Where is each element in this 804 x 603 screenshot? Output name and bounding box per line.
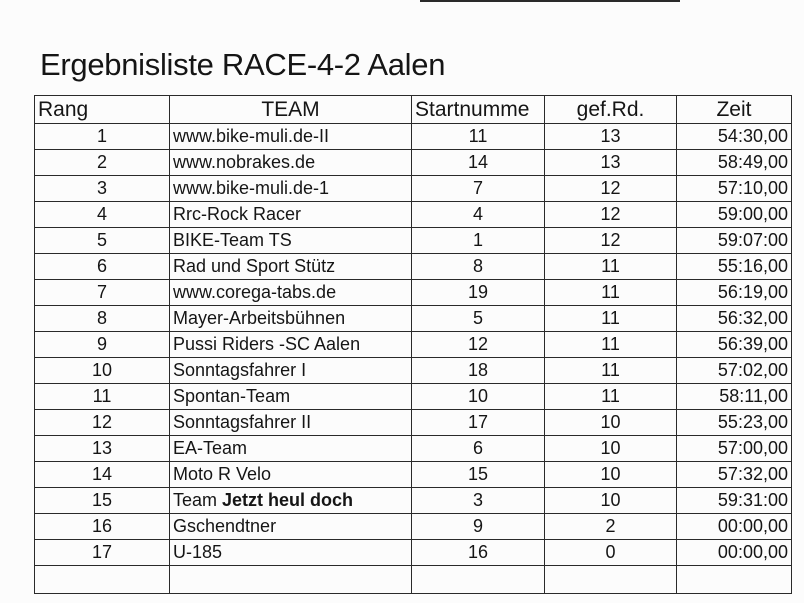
table-row <box>35 488 792 514</box>
empty-cell <box>545 566 677 594</box>
cell-team <box>170 176 412 202</box>
cell-runden: 2 <box>545 514 677 540</box>
cell-rang: 12 <box>35 410 170 436</box>
cell-zeit: 57:32,00 <box>677 462 792 488</box>
table-row <box>35 332 792 358</box>
page-title: Ergebnisliste RACE-4-2 Aalen <box>40 46 446 82</box>
cell-rang: 11 <box>35 384 170 410</box>
cell-runden: 12 <box>545 228 677 254</box>
cell-rang: 14 <box>35 462 170 488</box>
cell-zeit: 58:49,00 <box>677 150 792 176</box>
cell-zeit: 56:39,00 <box>677 332 792 358</box>
cell-startnummer: 7 <box>412 176 545 202</box>
table-row <box>35 514 792 540</box>
cell-runden: 11 <box>545 280 677 306</box>
cell-rang: 17 <box>35 540 170 566</box>
cell-runden: 13 <box>545 124 677 150</box>
cell-zeit: 56:19,00 <box>677 280 792 306</box>
team-name: BIKE-Team TS <box>173 230 292 250</box>
cell-startnummer: 14 <box>412 150 545 176</box>
column-header-startnummer: Startnumme <box>412 96 545 124</box>
cell-rang: 8 <box>35 306 170 332</box>
cell-zeit: 59:07:00 <box>677 228 792 254</box>
cell-zeit: 58:11,00 <box>677 384 792 410</box>
cell-startnummer: 1 <box>412 228 545 254</box>
cell-runden: 12 <box>545 176 677 202</box>
cell-zeit: 55:16,00 <box>677 254 792 280</box>
cell-team <box>170 332 412 358</box>
team-name: EA-Team <box>173 438 248 458</box>
table-row <box>35 254 792 280</box>
cell-startnummer: 16 <box>412 540 545 566</box>
cell-team <box>170 124 412 150</box>
cell-startnummer: 12 <box>412 332 545 358</box>
table-row <box>35 358 792 384</box>
cell-zeit: 54:30,00 <box>677 124 792 150</box>
cell-startnummer: 6 <box>412 436 545 462</box>
cell-team <box>170 358 412 384</box>
cell-runden: 10 <box>545 488 677 514</box>
empty-cell <box>677 566 792 594</box>
header-row <box>35 96 792 124</box>
cell-team <box>170 462 412 488</box>
cell-runden: 11 <box>545 332 677 358</box>
results-table <box>34 95 792 594</box>
cell-zeit: 59:00,00 <box>677 202 792 228</box>
cell-runden: 12 <box>545 202 677 228</box>
cell-runden: 10 <box>545 436 677 462</box>
team-name: Team <box>173 490 223 510</box>
team-name: www.nobrakes.de <box>173 152 316 172</box>
cell-startnummer: 15 <box>412 462 545 488</box>
team-name: www.corega-tabs.de <box>173 282 337 302</box>
cell-team <box>170 436 412 462</box>
cell-team <box>170 228 412 254</box>
cell-rang: 15 <box>35 488 170 514</box>
table-row <box>35 436 792 462</box>
cell-rang: 16 <box>35 514 170 540</box>
cell-runden: 11 <box>545 384 677 410</box>
team-name: Sonntagsfahrer II <box>173 412 312 432</box>
cell-startnummer: 17 <box>412 410 545 436</box>
cell-startnummer: 4 <box>412 202 545 228</box>
table-row <box>35 306 792 332</box>
column-header-runden: gef.Rd. <box>545 96 677 124</box>
cell-team <box>170 488 412 514</box>
cell-runden: 13 <box>545 150 677 176</box>
table-row <box>35 228 792 254</box>
cell-startnummer: 9 <box>412 514 545 540</box>
cell-team <box>170 384 412 410</box>
cell-rang: 1 <box>35 124 170 150</box>
team-name: Rad und Sport Stütz <box>173 256 336 276</box>
cell-startnummer: 8 <box>412 254 545 280</box>
cell-team <box>170 410 412 436</box>
team-name: www.bike-muli.de-II <box>173 126 330 146</box>
cell-zeit: 00:00,00 <box>677 540 792 566</box>
team-name: Moto R Velo <box>173 464 272 484</box>
cell-zeit: 57:10,00 <box>677 176 792 202</box>
column-header-zeit: Zeit <box>677 96 792 124</box>
cell-runden: 11 <box>545 306 677 332</box>
cell-rang: 9 <box>35 332 170 358</box>
table-row <box>35 124 792 150</box>
table-row <box>35 410 792 436</box>
cell-startnummer: 18 <box>412 358 545 384</box>
table-row <box>35 280 792 306</box>
cell-startnummer: 10 <box>412 384 545 410</box>
cell-zeit: 55:23,00 <box>677 410 792 436</box>
team-name: Mayer-Arbeitsbühnen <box>173 308 346 328</box>
cell-rang: 2 <box>35 150 170 176</box>
cell-team <box>170 540 412 566</box>
team-name: www.bike-muli.de-1 <box>173 178 330 198</box>
cell-rang: 7 <box>35 280 170 306</box>
empty-cell <box>35 566 170 594</box>
cell-zeit: 57:00,00 <box>677 436 792 462</box>
cell-zeit: 57:02,00 <box>677 358 792 384</box>
cell-team <box>170 202 412 228</box>
empty-cell <box>412 566 545 594</box>
empty-table-row <box>35 566 792 594</box>
column-header-team: TEAM <box>170 96 412 124</box>
cell-rang: 6 <box>35 254 170 280</box>
cell-startnummer: 3 <box>412 488 545 514</box>
table-row <box>35 384 792 410</box>
cell-zeit: 56:32,00 <box>677 306 792 332</box>
cell-startnummer: 11 <box>412 124 545 150</box>
table-row <box>35 202 792 228</box>
cell-rang: 3 <box>35 176 170 202</box>
cell-startnummer: 5 <box>412 306 545 332</box>
empty-cell <box>170 566 412 594</box>
column-header-rang: Rang <box>35 96 170 124</box>
cell-rang: 4 <box>35 202 170 228</box>
cell-runden: 10 <box>545 462 677 488</box>
cell-zeit: 00:00,00 <box>677 514 792 540</box>
top-edge-line <box>420 0 680 2</box>
team-name: Sonntagsfahrer I <box>173 360 307 380</box>
cell-runden: 0 <box>545 540 677 566</box>
team-name-bold: Jetzt heul doch <box>222 490 354 510</box>
table-row <box>35 150 792 176</box>
table-row <box>35 176 792 202</box>
team-name: U-185 <box>173 542 223 562</box>
results-body <box>35 124 792 594</box>
team-name: Rrc-Rock Racer <box>173 204 302 224</box>
cell-startnummer: 19 <box>412 280 545 306</box>
team-name: Gschendtner <box>173 516 277 536</box>
team-name: Spontan-Team <box>173 386 291 406</box>
cell-runden: 11 <box>545 358 677 384</box>
cell-runden: 11 <box>545 254 677 280</box>
cell-team <box>170 150 412 176</box>
cell-team <box>170 280 412 306</box>
cell-team <box>170 306 412 332</box>
cell-team <box>170 254 412 280</box>
cell-runden: 10 <box>545 410 677 436</box>
cell-team <box>170 514 412 540</box>
cell-zeit: 59:31:00 <box>677 488 792 514</box>
team-name: Pussi Riders -SC Aalen <box>173 334 361 354</box>
cell-rang: 5 <box>35 228 170 254</box>
table-row <box>35 540 792 566</box>
table-row <box>35 462 792 488</box>
cell-rang: 10 <box>35 358 170 384</box>
cell-rang: 13 <box>35 436 170 462</box>
